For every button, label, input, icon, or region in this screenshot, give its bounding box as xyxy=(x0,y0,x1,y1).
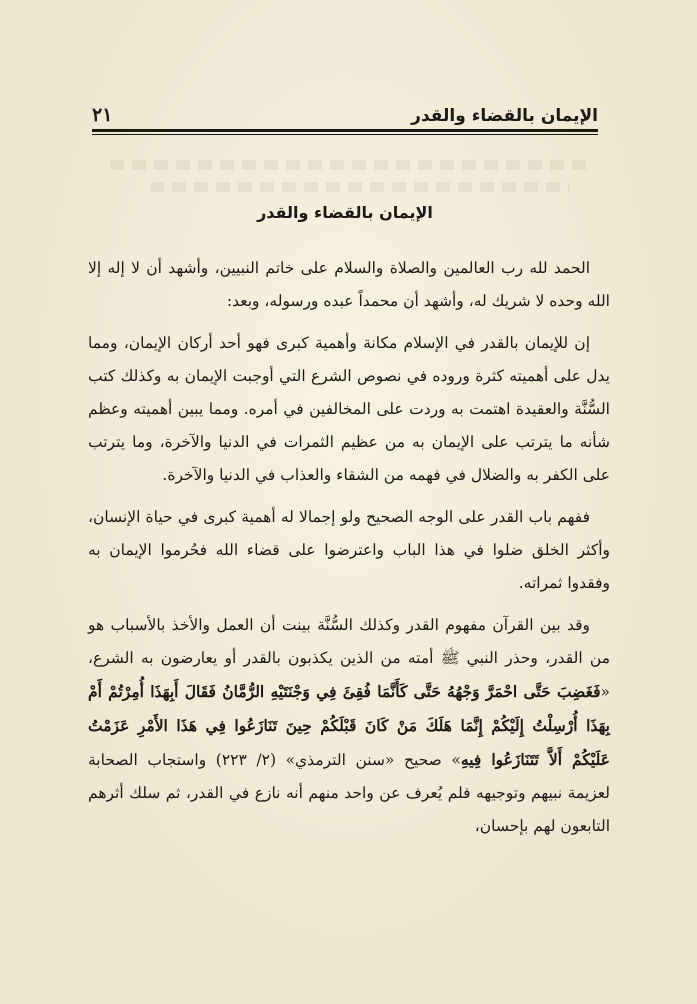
paragraph-4-continuation: » صحيح «سنن الترمذي» (٢/ ٢٢٣) واستجاب الصحابة لعزيمة نبيهم وتوجيهه فلم يُعرف عن واحد منهم أنه نازع في القدر، ثم سلك أثرهم التابعون لهم بإحسان، xyxy=(88,751,610,835)
header-rule-thin xyxy=(92,134,598,135)
bleed-through-text xyxy=(150,182,570,192)
paragraph-4-intro: وقد بين القرآن مفهوم القدر وكذلك السُّنَّة بينت أن العمل والأخذ بالأسباب هو من القدر، وحذر النبي ﷺ أمته من الذين يكذبون بالقدر أو يعارضون به الشرع، « xyxy=(88,616,610,701)
header-rule-thick xyxy=(92,129,598,132)
paragraph-1: الحمد لله رب العالمين والصلاة والسلام على خاتم النبيين، وأشهد أن لا إله إلا الله وحده لا شريك له، وأشهد أن محمداً عبده ورسوله، وبعد: xyxy=(88,259,610,310)
paragraph-4 xyxy=(88,609,610,843)
page-number: ٢١ xyxy=(92,104,113,126)
hadith-quote: فَغَضِبَ حَتَّى احْمَرَّ وَجْهُهُ حَتَّى كَأَنَّمَا فُقِئَ فِي وَجْنَتَيْهِ الرُّمَّانُ فَقَالَ أَبِهَذَا أُمِرْتُمْ أَمْ بِهَذَا أُرْسِلْتُ إِلَيْكُمْ إِنَّمَا هَلَكَ مَنْ كَانَ قَبْلَكُمْ حِينَ تَنَازَعُوا فِي هَذَا الأَمْرِ عَزَمْتُ عَلَيْكُمْ أَلاَّ تَتَنَازَعُوا فِيهِ xyxy=(88,682,610,769)
paragraph-2: إن للإيمان بالقدر في الإسلام مكانة وأهمية كبرى فهو أحد أركان الإيمان، ومما يدل على أهميته كثرة وروده في نصوص الشرع التي أوجبت الإيمان به وكذلك كتب السُّنَّة والعقيدة اهتمت به وردت على المخالفين في أمره. ومما يبين أهميته وعظم شأنه ما يترتب على الإيمان به من عظيم الثمرات في الدنيا والآخرة، وما يترتب على الكفر به والضلال في فهمه من الشقاء والعذاب في الدنيا والآخرة. xyxy=(88,334,610,484)
body-text xyxy=(88,252,610,847)
paragraph-3: ففهم باب القدر على الوجه الصحيح ولو إجمالا له أهمية كبرى في حياة الإنسان، وأكثر الخلق ضلوا في هذا الباب واعترضوا على قضاء الله فحُرموا الإيمان به وفقدوا ثمراته. xyxy=(88,508,610,592)
section-title: الإيمان بالقضاء والقدر xyxy=(257,203,433,222)
running-title: الإيمان بالقضاء والقدر xyxy=(411,106,598,126)
running-header xyxy=(92,100,598,126)
bleed-through-text xyxy=(110,160,590,170)
